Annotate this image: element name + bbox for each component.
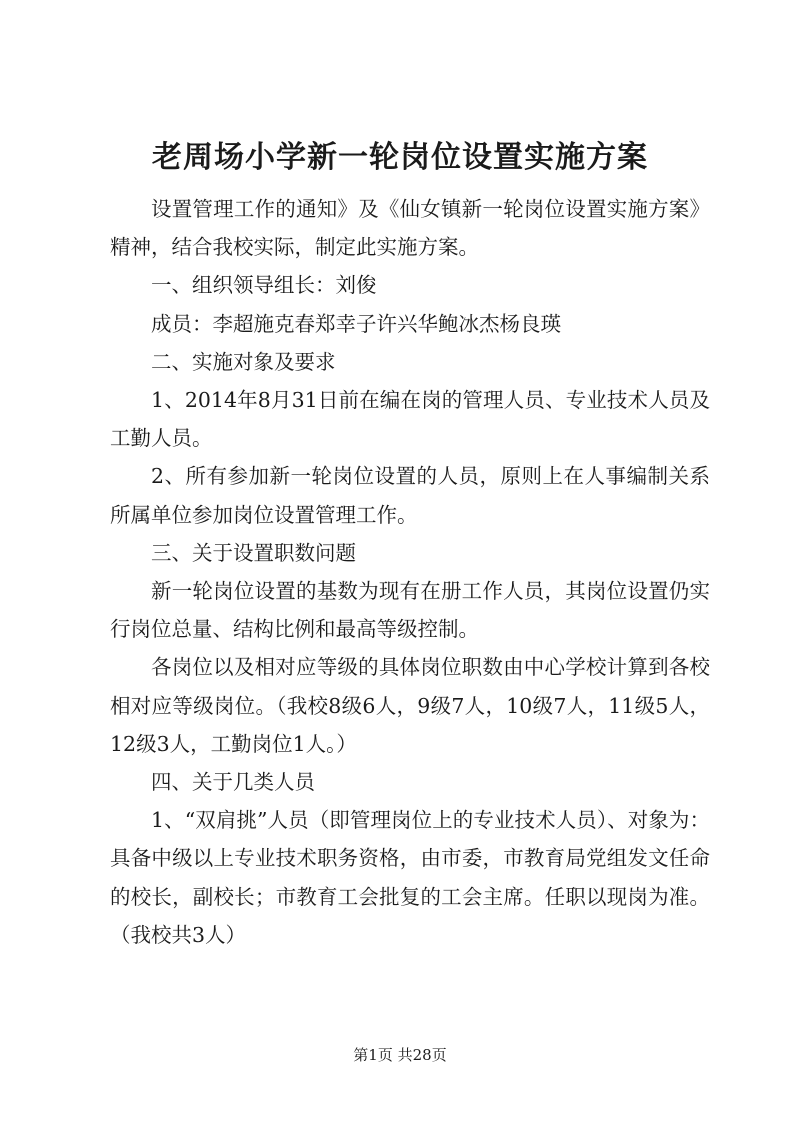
page-indicator: 第1页 共28页 — [353, 1046, 447, 1064]
paragraph-target-1: 1、2014年8月31日前在编在岗的管理人员、专业技术人员及工勤人员。 — [110, 388, 710, 451]
heading-positions: 三、关于设置职数问题 — [151, 540, 356, 565]
document-body — [110, 190, 710, 954]
paragraph-target-2: 2、所有参加新一轮岗位设置的人员，原则上在人事编制关系所属单位参加岗位设置管理工作。 — [110, 464, 710, 527]
paragraph-dual-role: 1、“双肩挑”人员（即管理岗位上的专业技术人员）、对象为：具备中级以上专业技术职务资格，由市委，市教育局党组发文任命的校长，副校长；市教育工会批复的工会主席。任职以现岗为准。（我校共3人） — [110, 808, 710, 947]
paragraph-position-base: 新一轮岗位设置的基数为现有在册工作人员，其岗位设置仍实行岗位总量、结构比例和最高等级控制。 — [110, 579, 710, 642]
document-title: 老周场小学新一轮岗位设置实施方案 — [152, 140, 648, 175]
heading-personnel: 四、关于几类人员 — [151, 770, 315, 795]
paragraph-members: 成员：李超施克春郑幸子许兴华鲍冰杰杨良瑛 — [151, 311, 561, 336]
paragraph-position-counts: 各岗位以及相对应等级的具体岗位职数由中心学校计算到各校相对应等级岗位。（我校8级6人，9级7人，10级7人，11级5人，12级3人，工勤岗位1人。） — [110, 655, 710, 756]
paragraph-intro: 设置管理工作的通知》及《仙女镇新一轮岗位设置实施方案》精神，结合我校实际，制定此实施方案。 — [110, 197, 710, 260]
heading-organization: 一、组织领导组长：刘俊 — [151, 273, 377, 298]
heading-targets: 二、实施对象及要求 — [151, 349, 336, 374]
